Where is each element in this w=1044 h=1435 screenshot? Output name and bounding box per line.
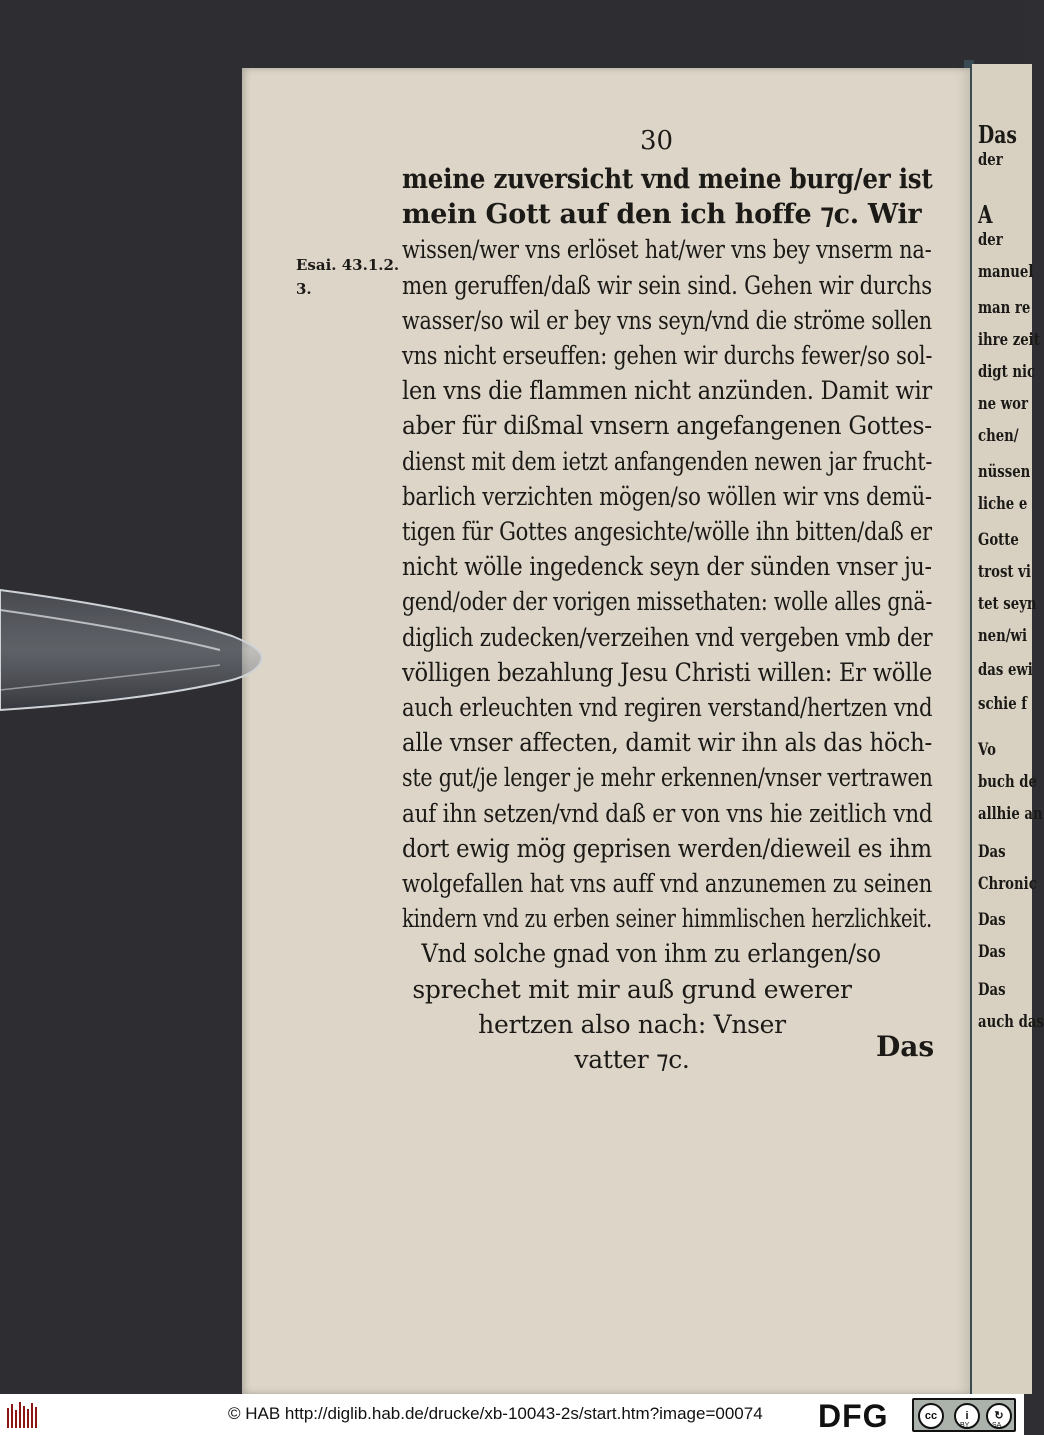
next-page-text: nüssen <box>978 462 1031 482</box>
text-line: dienst mit dem ietzt anfangenden newen jar frucht- <box>402 446 933 476</box>
next-page-text: ihre zeit <box>978 330 1040 350</box>
closing-line: vatter ⁊c. <box>574 1045 690 1074</box>
text-line: dort ewig mög geprisen werden/dieweil es ihm <box>402 833 932 863</box>
next-page-text: schie f <box>978 694 1027 714</box>
next-page-text: chen/ <box>978 426 1019 446</box>
cc-icon: cc <box>918 1403 944 1429</box>
closing-line: sprechet mit mir auß grund ewerer <box>412 974 852 1004</box>
next-page-text: Das <box>978 910 1006 930</box>
next-page-text: auch das <box>978 1012 1044 1032</box>
next-page-text: digt nic <box>978 362 1036 382</box>
next-page-text: Das <box>978 942 1006 962</box>
dfg-logo: DFG <box>818 1398 889 1434</box>
person-icon: i <box>954 1403 980 1429</box>
text-line: nicht wölle ingedenck seyn der sünden vnser ju- <box>402 552 932 582</box>
text-line: mein Gott auf den ich hoffe ⁊c. Wir <box>402 199 922 231</box>
sa-label: SA <box>992 1422 1002 1429</box>
text-line: auf ihn setzen/vnd daß er von vns hie zeitlich vnd <box>402 798 933 828</box>
text-line: wolgefallen hat vns auff vnd anzunemen zu seinen <box>402 869 933 898</box>
next-page-text: das ewi <box>978 660 1033 680</box>
text-line: alle vnser affecten, damit wir ihn als das höch- <box>402 728 932 758</box>
text-line: wissen/wer vns erlöset hat/wer vns bey vnserm na- <box>402 235 932 265</box>
next-page-text: nen/wi <box>978 626 1028 646</box>
next-page-text: der <box>978 150 1003 170</box>
next-page-text: A <box>978 200 993 229</box>
text-line: auch erleuchten vnd regiren verstand/hertzen vnd <box>402 693 933 722</box>
closing-line: Vnd solche gnad von ihm zu erlangen/so <box>421 939 881 969</box>
margin-note-reference: Esai. 43.1.2. <box>296 256 400 274</box>
share-alike-icon: ↻ <box>986 1403 1012 1429</box>
page-number: 30 <box>640 126 674 156</box>
text-line: wasser/so wil er bey vns seyn/vnd die ströme sollen <box>402 305 932 335</box>
closing-line: hertzen also nach: Vnser <box>478 1009 786 1039</box>
next-page-text: trost vi <box>978 562 1031 582</box>
text-line: ste gut/je lenger je mehr erkennen/vnser vertrawen <box>402 763 933 793</box>
text-line: völligen bezahlung Jesu Christi willen: Er wölle <box>402 657 933 687</box>
next-page-text: Das <box>978 980 1006 1000</box>
next-page-text: Vo <box>978 740 996 760</box>
text-line: tigen für Gottes angesichte/wölle ihn bitten/daß er <box>402 517 932 546</box>
text-line: aber für dißmal vnsern angefangenen Gottes- <box>402 411 932 441</box>
next-page-text: Das <box>978 842 1006 862</box>
text-line: barlich verzichten mögen/so wöllen wir vns demü- <box>402 481 932 511</box>
clip-icon <box>0 550 268 740</box>
next-page-text: manuel <box>978 262 1034 282</box>
next-page-text: Chronic <box>978 874 1037 894</box>
footer-bar <box>0 1394 1024 1435</box>
text-line: len vns die flammen nicht anzünden. Damit wir <box>402 376 932 406</box>
by-label: BY <box>960 1422 970 1429</box>
text-line: gend/oder der vorigen missethaten: wolle alles gnä- <box>402 587 933 617</box>
copyright-link[interactable]: © HAB http://diglib.hab.de/drucke/xb-10043-2s/start.htm?image=00074 <box>228 1404 763 1423</box>
next-page-text: man re <box>978 298 1031 318</box>
text-line: kindern vnd zu erben seiner himmlischen herzlichkeit. <box>402 904 932 934</box>
margin-note-verse: 3. <box>296 280 312 298</box>
hab-logo-icon <box>6 1400 40 1430</box>
next-page-text: der <box>978 230 1003 250</box>
text-line: men geruffen/daß wir sein sind. Gehen wir durchs <box>402 270 932 300</box>
next-page-text: tet seyn <box>978 594 1037 614</box>
next-page-text: liche e <box>978 494 1028 514</box>
next-page-text: Das <box>978 120 1017 149</box>
next-page-text: ne wor <box>978 394 1028 414</box>
text-line: diglich zudecken/verzeihen vnd vergeben vmb der <box>402 622 933 652</box>
text-line: meine zuversicht vnd meine burg/er ist <box>402 164 933 195</box>
next-page-text: buch de <box>978 772 1037 792</box>
catchword: Das <box>876 1030 935 1063</box>
text-line: vns nicht erseuffen: gehen wir durchs fewer/so sol- <box>402 341 933 370</box>
next-page-fragment <box>972 64 1044 1394</box>
cc-license-badge[interactable] <box>912 1398 1016 1432</box>
next-page-text: Gotte <box>978 530 1019 550</box>
next-page-text: allhie an <box>978 804 1043 824</box>
